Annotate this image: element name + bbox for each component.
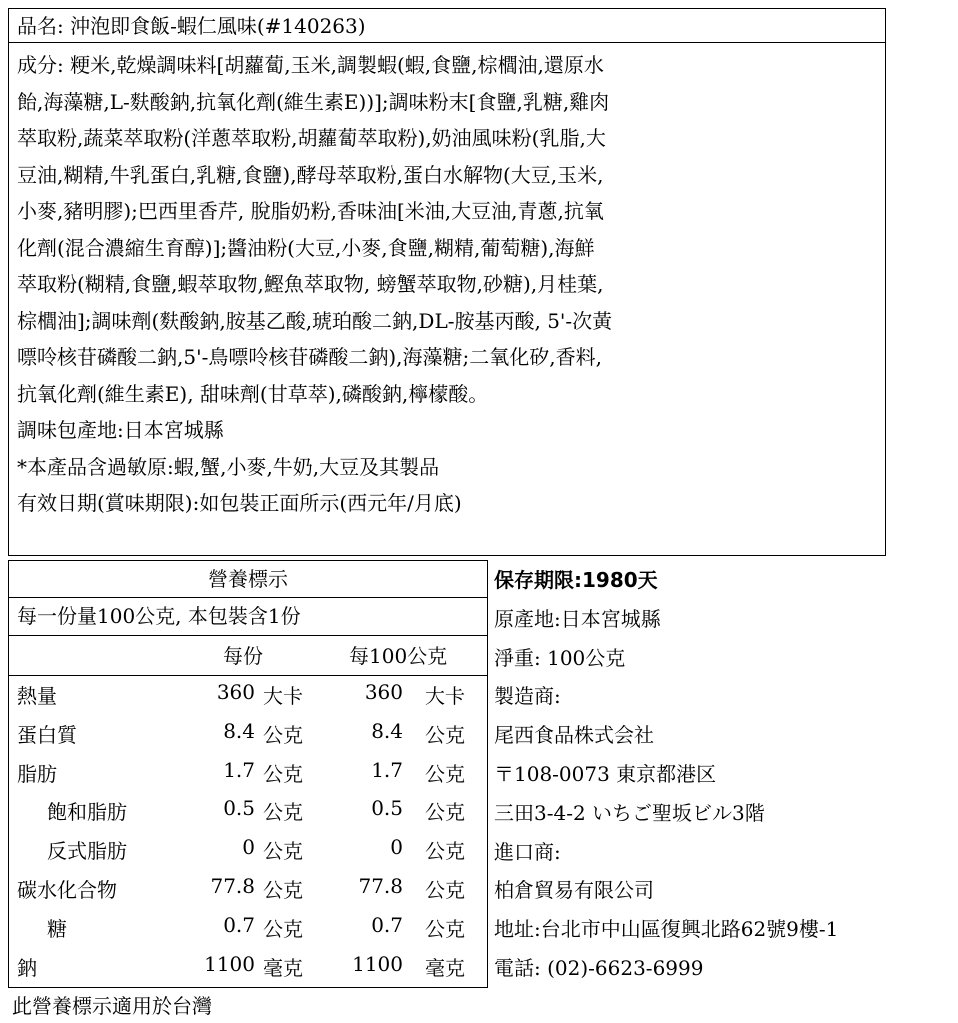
per-serving-unit: 公克	[263, 761, 303, 786]
nutrition-row	[9, 792, 487, 831]
per-100g-value: 8.4	[371, 718, 403, 743]
per-serving-unit: 公克	[263, 877, 303, 902]
per-100g-unit: 毫克	[425, 955, 465, 980]
per-serving-value: 8.4	[223, 718, 255, 743]
per-serving-unit: 公克	[263, 722, 303, 747]
per-serving-value: 1.7	[223, 757, 255, 782]
nutrient-name: 反式脂肪	[47, 839, 127, 864]
col-per-serving: 每份	[223, 644, 263, 668]
per-100g-value: 1.7	[371, 757, 403, 782]
per-100g-unit: 公克	[425, 800, 465, 825]
shelf-life: 保存期限:1980天	[494, 568, 658, 592]
per-100g-value: 1100	[352, 951, 403, 976]
nutrition-row	[9, 831, 487, 870]
importer-address: 地址:台北市中山區復興北路62號9樓-1	[494, 917, 839, 942]
ingredients-line: 嘌呤核苷磷酸二鈉,5'-鳥嘌呤核苷磷酸二鈉),海藻糖;二氧化矽,香料,	[17, 345, 602, 369]
per-100g-value: 0	[390, 835, 403, 860]
per-serving-value: 1100	[204, 951, 255, 976]
ingredients-line: 飴,海藻糖,L-麩酸鈉,抗氧化劑(維生素E))];調味粉末[食鹽,乳糖,雞肉	[17, 89, 610, 114]
origin: 原產地:日本宮城縣	[494, 606, 661, 631]
product-name: 品名: 沖泡即食飯-蝦仁風味(#140263)	[9, 9, 885, 43]
ingredients-line: 萃取粉,蔬菜萃取粉(洋蔥萃取粉,胡蘿蔔萃取粉),奶油風味粉(乳脂,大	[17, 126, 606, 150]
nutrition-row	[9, 715, 487, 754]
ingredients-line: 抗氧化劑(維生素E), 甜味劑(甘草萃),磷酸鈉,檸檬酸。	[17, 381, 489, 406]
expiry-notice: 有效日期(賞味期限):如包裝正面所示(西元年/月底)	[17, 491, 462, 515]
serving-size: 每一份量100公克, 本包裝含1份	[8, 598, 488, 636]
nutrient-name: 蛋白質	[17, 722, 77, 747]
nutrient-name: 碳水化合物	[17, 877, 117, 902]
importer-phone: 電話: (02)-6623-6999	[494, 955, 704, 980]
nutrition-header	[9, 636, 487, 676]
per-serving-value: 0.7	[223, 912, 255, 937]
per-100g-unit: 公克	[425, 916, 465, 941]
nutrient-name: 飽和脂肪	[47, 800, 127, 825]
per-serving-value: 360	[216, 680, 255, 704]
manufacturer-address: 三田3-4-2 いちご聖坂ビル3階	[494, 800, 765, 825]
nutrition-table	[8, 560, 488, 988]
nutrition-rows	[9, 676, 487, 986]
nutrient-name: 熱量	[17, 684, 57, 708]
nutrient-name: 鈉	[17, 955, 37, 980]
col-per-100g: 每100公克	[349, 644, 448, 668]
nutrient-name: 脂肪	[17, 761, 57, 786]
nutrition-row	[9, 754, 487, 793]
ingredients-line: 化劑(混合濃縮生育醇)];醬油粉(大豆,小麥,食鹽,糊精,葡萄糖),海鮮	[17, 235, 595, 260]
per-serving-unit: 毫克	[263, 955, 303, 980]
nutrition-footnote: 此營養標示適用於台灣	[12, 994, 212, 1018]
per-100g-value: 0.7	[371, 912, 403, 937]
per-serving-unit: 大卡	[263, 684, 303, 708]
ingredients-block	[9, 43, 885, 522]
allergen-notice: *本產品含過敏原:蝦,蟹,小麥,牛奶,大豆及其製品	[17, 454, 440, 479]
nutrition-row	[9, 676, 487, 715]
ingredients-line: 棕櫚油];調味劑(麩酸鈉,胺基乙酸,琥珀酸二鈉,DL-胺基丙酸, 5'-次黃	[17, 308, 613, 333]
per-100g-unit: 公克	[425, 839, 465, 864]
per-serving-value: 0	[242, 835, 255, 860]
per-serving-unit: 公克	[263, 839, 303, 864]
per-serving-value: 77.8	[210, 873, 255, 898]
net-weight: 淨重: 100公克	[494, 645, 626, 670]
nutrition-row	[9, 870, 487, 909]
nutrition-row	[9, 948, 487, 987]
per-100g-unit: 大卡	[425, 684, 465, 708]
nutrition-title: 營養標示	[8, 560, 488, 598]
manufacturer-name: 尾西食品株式会社	[494, 723, 654, 748]
product-details	[494, 562, 954, 989]
ingredients-line: 成分: 粳米,乾燥調味料[胡蘿蔔,玉米,調製蝦(蝦,食鹽,棕櫚油,還原水	[17, 53, 604, 77]
ingredients-line: 萃取粉(糊精,食鹽,蝦萃取物,鰹魚萃取物, 螃蟹萃取物,砂糖),月桂葉,	[17, 272, 604, 296]
manufacturer-postal: 〒108-0073 東京都港区	[494, 761, 717, 786]
ingredients-line: 豆油,糊精,牛乳蛋白,乳糖,食鹽),酵母萃取粉,蛋白水解物(大豆,玉米,	[17, 162, 604, 187]
per-100g-value: 77.8	[358, 873, 403, 898]
seasoning-origin: 調味包產地:日本宮城縣	[17, 418, 224, 442]
importer-name: 柏倉貿易有限公司	[494, 878, 654, 903]
product-info-box	[8, 8, 886, 556]
per-100g-value: 360	[364, 680, 403, 704]
per-100g-unit: 公克	[425, 722, 465, 747]
ingredients-line: 小麥,豬明膠);巴西里香芹, 脫脂奶粉,香味油[米油,大豆油,青蔥,抗氧	[17, 199, 604, 223]
nutrition-grid	[8, 636, 488, 988]
per-serving-unit: 公克	[263, 916, 303, 941]
per-100g-value: 0.5	[371, 796, 403, 821]
manufacturer-label: 製造商:	[494, 684, 561, 709]
per-serving-unit: 公克	[263, 800, 303, 825]
nutrition-row	[9, 909, 487, 948]
importer-label: 進口商:	[494, 839, 561, 864]
per-100g-unit: 公克	[425, 761, 465, 786]
nutrient-name: 糖	[47, 916, 67, 941]
per-serving-value: 0.5	[223, 796, 255, 821]
per-100g-unit: 公克	[425, 877, 465, 902]
